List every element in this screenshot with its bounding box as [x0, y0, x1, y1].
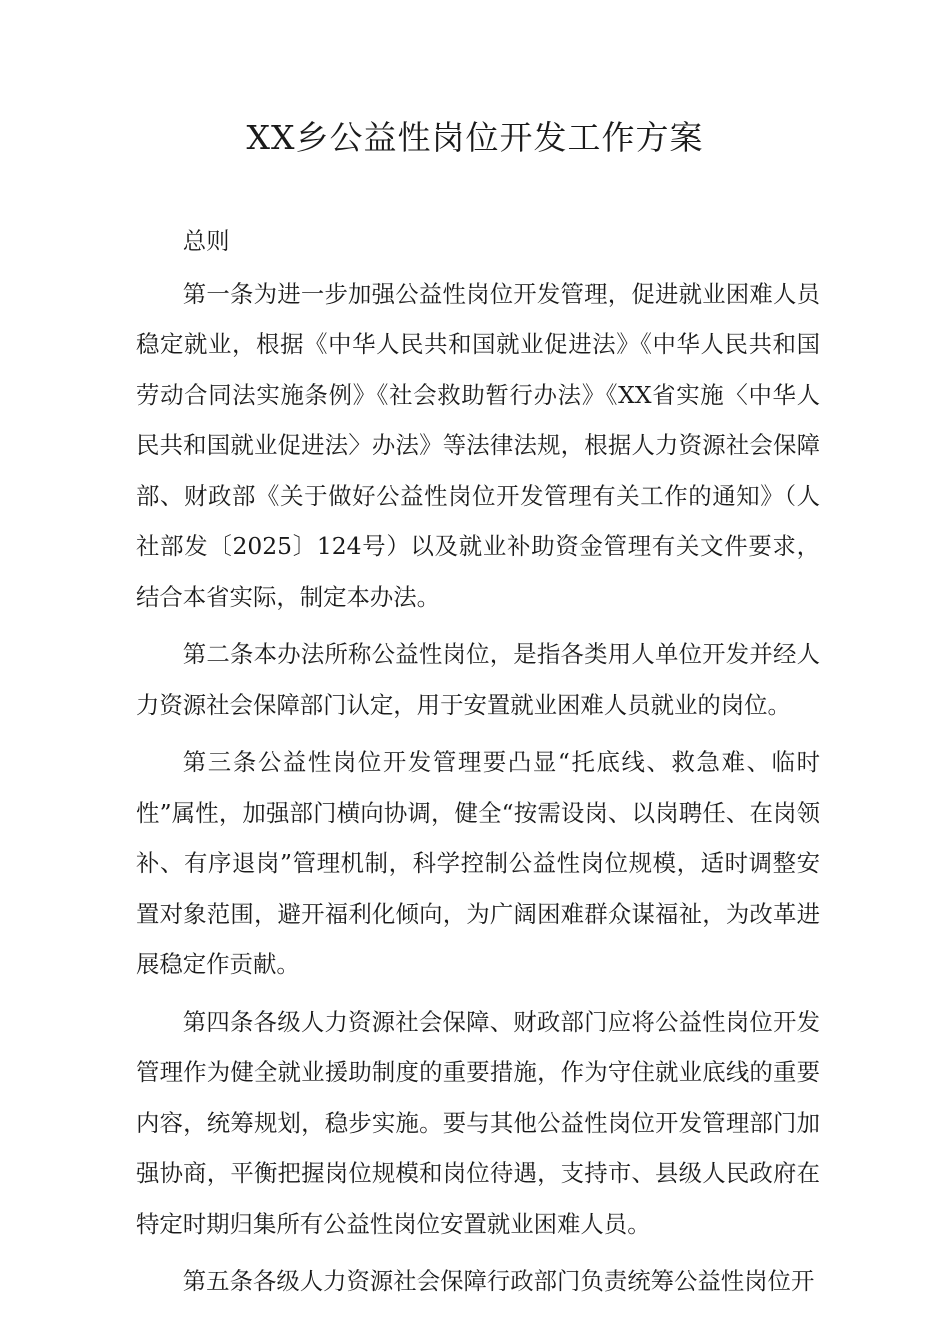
paragraph-article-3: 第三条公益性岗位开发管理要凸显“托底线、救急难、临时性”属性，加强部门横向协调，健全“按需设岗、以岗聘任、在岗领补、有序退岗”管理机制，科学控制公益性岗位规模，适时调整安置对象范围，避开福利化倾向，为广阔困难群众谋福祉，为改革进展稳定作贡献。 [136, 748, 820, 978]
document-title: XX乡公益性岗位开发工作方案 [246, 118, 704, 157]
section-heading: 总则 [182, 227, 230, 255]
paragraph-article-5: 第五条各级人力资源社会保障行政部门负责统筹公益性岗位开 [182, 1267, 815, 1295]
paragraph-article-2: 第二条本办法所称公益性岗位，是指各类用人单位开发并经人力资源社会保障部门认定，用于安置就业困难人员就业的岗位。 [136, 640, 820, 719]
paragraph-article-1: 第一条为进一步加强公益性岗位开发管理，促进就业困难人员稳定就业，根据《中华人民共和国就业促进法》《中华人民共和国劳动合同法实施条例》《社会救助暂行办法》《XX省实施〈中华人民共和国就业促进法〉办法》等法律法规，根据人力资源社会保障部、财政部《关于做好公益性岗位开发管理有关工作的通知》（人社部发〔2025〕124号）以及就业补助资金管理有关文件要求，结合本省实际，制定本办法。 [136, 279, 820, 611]
paragraph-article-4: 第四条各级人力资源社会保障、财政部门应将公益性岗位开发管理作为健全就业援助制度的重要措施，作为守住就业底线的重要内容，统筹规划，稳步实施。要与其他公益性岗位开发管理部门加强协商，平衡把握岗位规模和岗位待遇，支持市、县级人民政府在特定时期归集所有公益性岗位安置就业困难人员。 [136, 1007, 820, 1238]
document-body [136, 216, 820, 1314]
